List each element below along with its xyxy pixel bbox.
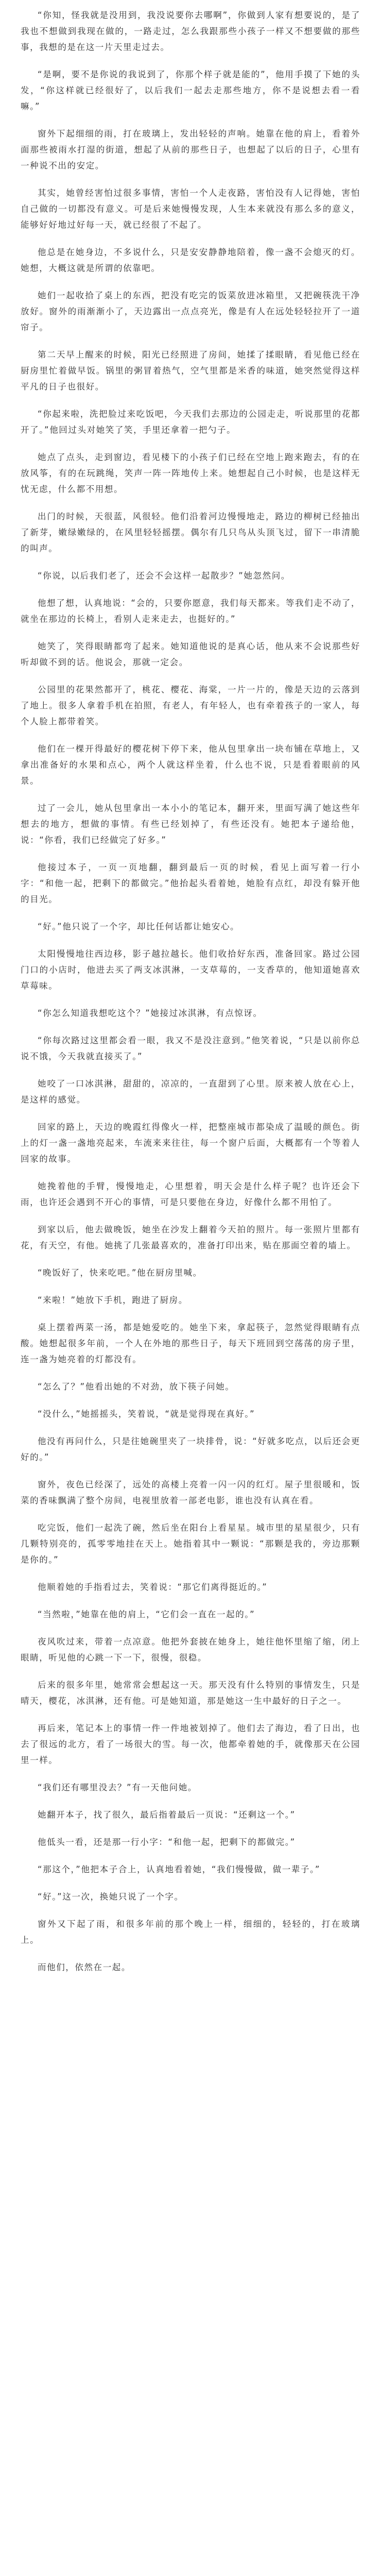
body-paragraph: “那这个，”他把本子合上，认真地看着她，“我们慢慢做，做一辈子。” (38, 1865, 320, 1874)
body-paragraph: 他顺着她的手指看过去，笑着说：“那它们离得挺近的。” (38, 1582, 268, 1592)
body-paragraph: 她点了点头，走到窗边，看见楼下的小孩子们已经在空地上跑来跑去，有的在放风筝，有的在玩跳绳，笑声一阵一阵地传上来。她想起自己小时候，也是这样无忧无虑，什么都不用想。 (21, 452, 360, 494)
body-paragraph: 他们在一棵开得最好的樱花树下停下来，他从包里拿出一块布铺在草地上，又拿出准备好的水果和点心，两个人就这样坐着，什么也不说，只是看着眼前的风景。 (21, 744, 360, 786)
body-paragraph: 后来的很多年里，她常常会想起这一天。那天没有什么特别的事情发生，只是晴天，樱花，冰淇淋，还有他。可是她知道，那是她这一生中最好的日子之一。 (21, 1680, 360, 1706)
body-paragraph: “好。”这一次，换她只说了一个字。 (38, 1892, 184, 1902)
body-paragraph: 她咬了一口冰淇淋，甜甜的，凉凉的，一直甜到了心里。原来被人放在心上，是这样的感觉。 (21, 1079, 360, 1105)
body-paragraph: “是啊，要不是你说的我说到了，你那个样子就是能的”，他用手摸了下她的头发，“你这样就已经很好了，以后我们一起去走那些地方，你不是说想去看一看嘛。” (21, 70, 360, 111)
body-paragraph: “我们还有哪里没去？”有一天他问她。 (38, 1783, 197, 1792)
body-paragraph: 出门的时候，天很蓝，风很轻。他们沿着河边慢慢地走，路边的柳树已经抽出了新芽，嫩绿嫩绿的，在风里轻轻摇摆。偶尔有几只鸟从头顶飞过，留下一串清脆的叫声。 (21, 512, 360, 553)
body-paragraph: “来啦！”她放下手机，跑进了厨房。 (38, 1295, 188, 1305)
body-paragraph: 他接过本子，一页一页地翻，翻到最后一页的时候，看见上面写着一行小字：“和他一起，把剩下的都做完。”他抬起头看着她，她脸有点红，却没有躲开他的目光。 (21, 862, 360, 904)
body-paragraph: 窗外又下起了雨，和很多年前的那个晚上一样，细细的，轻轻的，打在玻璃上。 (21, 1919, 360, 1945)
body-paragraph: “好。”他只说了一个字，却比任何话都让她安心。 (38, 922, 240, 931)
body-paragraph: 其实，她曾经害怕过很多事情，害怕一个人走夜路，害怕没有人记得她，害怕自己做的一切都没有意义。可是后来她慢慢发现，人生本来就没有那么多的意义，能够好好地过好每一天，就已经很了不起了。 (21, 188, 360, 230)
body-paragraph: 他总是在她身边，不多说什么，只是安安静静地陪着，像一盏不会熄灭的灯。她想，大概这就是所谓的依靠吧。 (21, 247, 360, 273)
body-paragraph: “怎么了？”他看出她的不对劲，放下筷子问她。 (38, 1382, 235, 1392)
body-paragraph: “你怎么知道我想吃这个？”她接过冰淇淋，有点惊讶。 (38, 1008, 263, 1018)
body-paragraph: “没什么，”她摇摇头，笑着说，“就是觉得现在真好。” (38, 1409, 255, 1419)
body-paragraph: 她挽着他的手臂，慢慢地走，心里想着，明天会是什么样子呢？也许还会下雨，也许还会遇到不开心的事情，可是只要他在身边，好像什么都不用怕了。 (21, 1181, 360, 1207)
body-paragraph: 窗外下起细细的雨，打在玻璃上，发出轻轻的声响。她靠在他的肩上，看着外面那些被雨水打湿的街道，想起了从前的那些日子，也想起了以后的日子，心里有一种说不出的安定。 (21, 129, 360, 171)
body-paragraph: “你每次路过这里都会看一眼，我又不是没注意到。”他笑着说，“只是以前你总说不饿，今天我就直接买了。” (21, 1036, 360, 1061)
body-paragraph: 夜风吹过来，带着一点凉意。他把外套披在她身上，她往他怀里缩了缩，闭上眼睛，听见他的心跳一下一下，很慢，很稳。 (21, 1637, 360, 1663)
body-paragraph: 她翻开本子，找了很久，最后指着最后一页说：“还剩这一个。” (38, 1810, 296, 1820)
body-paragraph: 桌上摆着两菜一汤，都是她爱吃的。她坐下来，拿起筷子，忽然觉得眼睛有点酸。她想起很多年前，一个人在外地的那些日子，每天下班回到空荡荡的房子里，连一盏为她亮着的灯都没有。 (21, 1323, 360, 1364)
body-paragraph: “你知，怪我就是没用到，我没说要你去哪啊”，你做到人家有想要说的，是了我也不想做到我现在做的，一路走过，怎么我跟那些小孩子一样又不想要做的那些事，我想的是在这一片天里走过去。 (21, 10, 360, 52)
body-paragraph: 她们一起收拾了桌上的东西，把没有吃完的饭菜放进冰箱里，又把碗筷洗干净放好。窗外的雨渐渐小了，天边露出一点点亮光，像是有人在远处轻轻拉开了一道帘子。 (21, 291, 360, 332)
body-paragraph: 公园里的花果然都开了，桃花、樱花、海棠，一片一片的，像是天边的云落到了地上。很多人拿着手机在拍照，有老人，有年轻人，也有牵着孩子的一家人，每个人脸上都带着笑。 (21, 685, 360, 726)
body-paragraph: 吃完饭，他们一起洗了碗，然后坐在阳台上看星星。城市里的星星很少，只有几颗特别亮的，孤零零地挂在天上。她指着其中一颗说：“那颗是我的，旁边那颗是你的。” (21, 1523, 360, 1565)
body-paragraph: “当然啦，”她靠在他的肩上，“它们会一直在一起的。” (38, 1609, 255, 1619)
body-paragraph: 第二天早上醒来的时候，阳光已经照进了房间，她揉了揉眼睛，看见他已经在厨房里忙着做早饭。锅里的粥冒着热气，空气里都是米香的味道，她突然觉得这样平凡的日子也很好。 (21, 350, 360, 392)
body-paragraph: “你起来啦，洗把脸过来吃饭吧，今天我们去那边的公园走走，听说那里的花都开了。”他回过头对她笑了笑，手里还拿着一把勺子。 (21, 409, 360, 435)
body-paragraph: 太阳慢慢地往西边移，影子越拉越长。他们收拾好东西，准备回家。路过公园门口的小店时，他进去买了两支冰淇淋，一支草莓的，一支香草的，他知道她喜欢草莓味。 (21, 949, 360, 991)
body-paragraph: “你说，以后我们老了，还会不会这样一起散步？”她忽然问。 (38, 571, 290, 581)
body-paragraph: 而他们，依然在一起。 (38, 1962, 131, 1972)
body-paragraph: 他低头一看，还是那一行小字：“和他一起，把剩下的都做完。” (38, 1837, 296, 1847)
body-paragraph: 过了一会儿，她从包里拿出一本小小的笔记本，翻开来，里面写满了她这些年想去的地方，想做的事情。有些已经划掉了，有些还没有。她把本子递给他，说：“你看，我们已经做完了好多。” (21, 803, 360, 845)
body-paragraph: “晚饭好了，快来吃吧。”他在厨房里喊。 (38, 1268, 202, 1278)
body-paragraph: 他没有再问什么，只是往她碗里夹了一块排骨，说：“好就多吃点，以后还会更好的。” (21, 1436, 360, 1462)
body-paragraph: 窗外，夜色已经深了，远处的高楼上亮着一闪一闪的红灯。屋子里很暖和，饭菜的香味飘满了整个房间，电视里放着一部老电影，谁也没有认真在看。 (21, 1480, 360, 1505)
body-paragraph: 他想了想，认真地说：“会的，只要你愿意，我们每天都来。等我们走不动了，就坐在那边的长椅上，看别人走来走去，也挺好的。” (21, 598, 360, 624)
body-paragraph: 回家的路上，天边的晚霞红得像火一样，把整座城市都染成了温暖的颜色。街上的灯一盏一盏地亮起来，车流来来往往，每一个窗户后面，大概都有一个等着人回家的故事。 (21, 1122, 360, 1164)
body-paragraph: 她笑了，笑得眼睛都弯了起来。她知道他说的是真心话，他从来不会说那些好听却做不到的话。他说会，那就一定会。 (21, 641, 360, 667)
body-paragraph: 再后来，笔记本上的事情一件一件地被划掉了。他们去了海边，看了日出，也去了很远的北方，看了一场很大的雪。每一次，他都牵着她的手，就像那天在公园里一样。 (21, 1723, 360, 1765)
body-paragraph: 到家以后，他去做晚饭，她坐在沙发上翻着今天拍的照片。每一张照片里都有花，有天空，有他。她挑了几张最喜欢的，准备打印出来，贴在那面空着的墙上。 (21, 1225, 360, 1250)
